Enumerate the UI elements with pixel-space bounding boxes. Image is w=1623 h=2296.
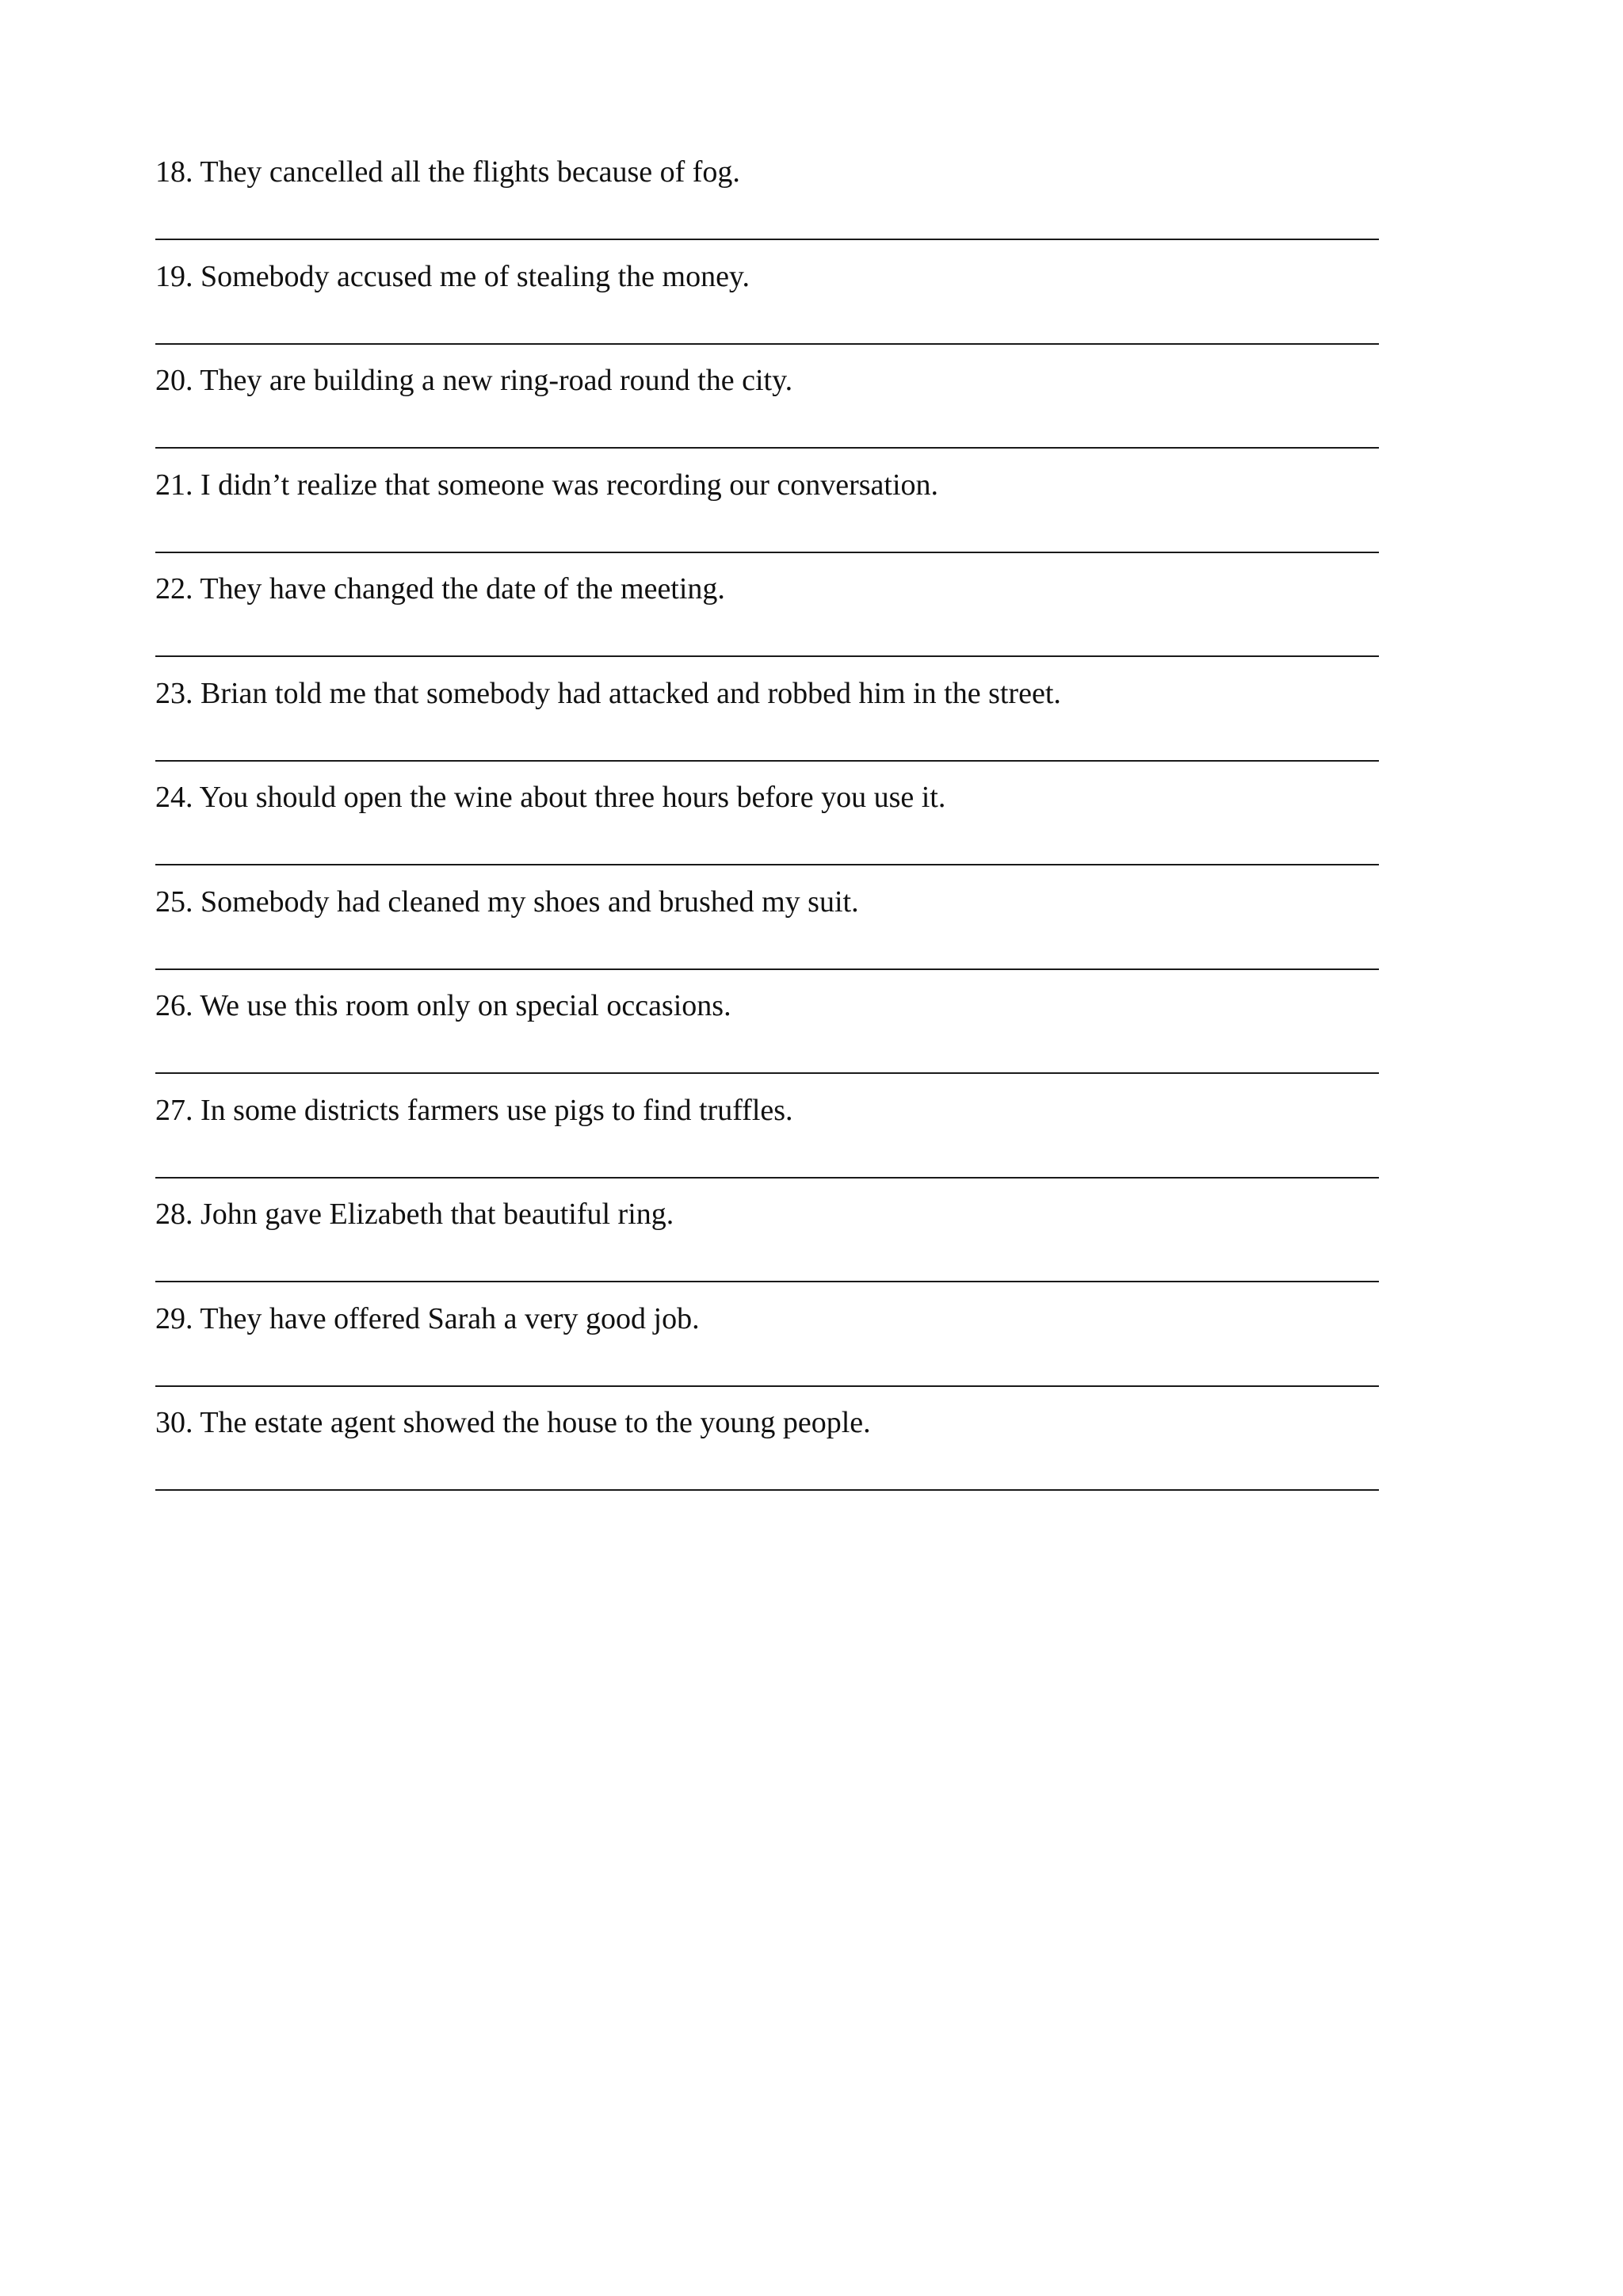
- exercise-item: [155, 670, 1379, 775]
- answer-line[interactable]: [155, 1489, 1379, 1491]
- exercise-sentence: 28. John gave Elizabeth that beautiful ring.: [155, 1198, 674, 1231]
- exercise-sentence: 22. They have changed the date of the meeting.: [155, 572, 725, 606]
- exercise-item: [155, 1087, 1379, 1192]
- exercise-item: [155, 254, 1379, 358]
- exercise-sentence: 26. We use this room only on special occasions.: [155, 989, 731, 1022]
- exercise-item: [155, 774, 1379, 879]
- answer-line[interactable]: [155, 552, 1379, 553]
- exercise-item: [155, 1191, 1379, 1296]
- answer-line[interactable]: [155, 1177, 1379, 1179]
- answer-line[interactable]: [155, 447, 1379, 449]
- exercise-item: [155, 462, 1379, 567]
- answer-line[interactable]: [155, 1281, 1379, 1282]
- answer-line[interactable]: [155, 1072, 1379, 1074]
- exercise-sentence: 20. They are building a new ring-road round the city.: [155, 364, 793, 397]
- exercise-item: [155, 879, 1379, 984]
- exercise-item: [155, 1400, 1379, 1504]
- exercise-sentence: 21. I didn’t realize that someone was recording our conversation.: [155, 468, 939, 502]
- answer-line[interactable]: [155, 1385, 1379, 1387]
- exercise-sentence: 24. You should open the wine about three hours before you use it.: [155, 781, 946, 814]
- exercise-item: [155, 566, 1379, 670]
- exercise-sentence: 25. Somebody had cleaned my shoes and brushed my suit.: [155, 884, 859, 919]
- exercise-sentence: 19. Somebody accused me of stealing the money.: [155, 259, 750, 293]
- answer-line[interactable]: [155, 239, 1379, 240]
- answer-line[interactable]: [155, 864, 1379, 865]
- answer-line[interactable]: [155, 655, 1379, 657]
- exercise-item: [155, 149, 1379, 254]
- exercise-item: [155, 357, 1379, 462]
- exercise-item: [155, 983, 1379, 1087]
- exercise-sentence: 30. The estate agent showed the house to the young people.: [155, 1406, 871, 1439]
- exercise-item: [155, 1296, 1379, 1400]
- answer-line[interactable]: [155, 343, 1379, 345]
- exercise-sentence: 27. In some districts farmers use pigs to find truffles.: [155, 1093, 793, 1127]
- exercise-list: [155, 149, 1379, 1504]
- answer-line[interactable]: [155, 968, 1379, 970]
- exercise-sentence: 18. They cancelled all the flights because of fog.: [155, 155, 740, 189]
- exercise-sentence: 29. They have offered Sarah a very good job.: [155, 1301, 700, 1335]
- exercise-sentence: 23. Brian told me that somebody had attacked and robbed him in the street.: [155, 676, 1061, 710]
- answer-line[interactable]: [155, 760, 1379, 762]
